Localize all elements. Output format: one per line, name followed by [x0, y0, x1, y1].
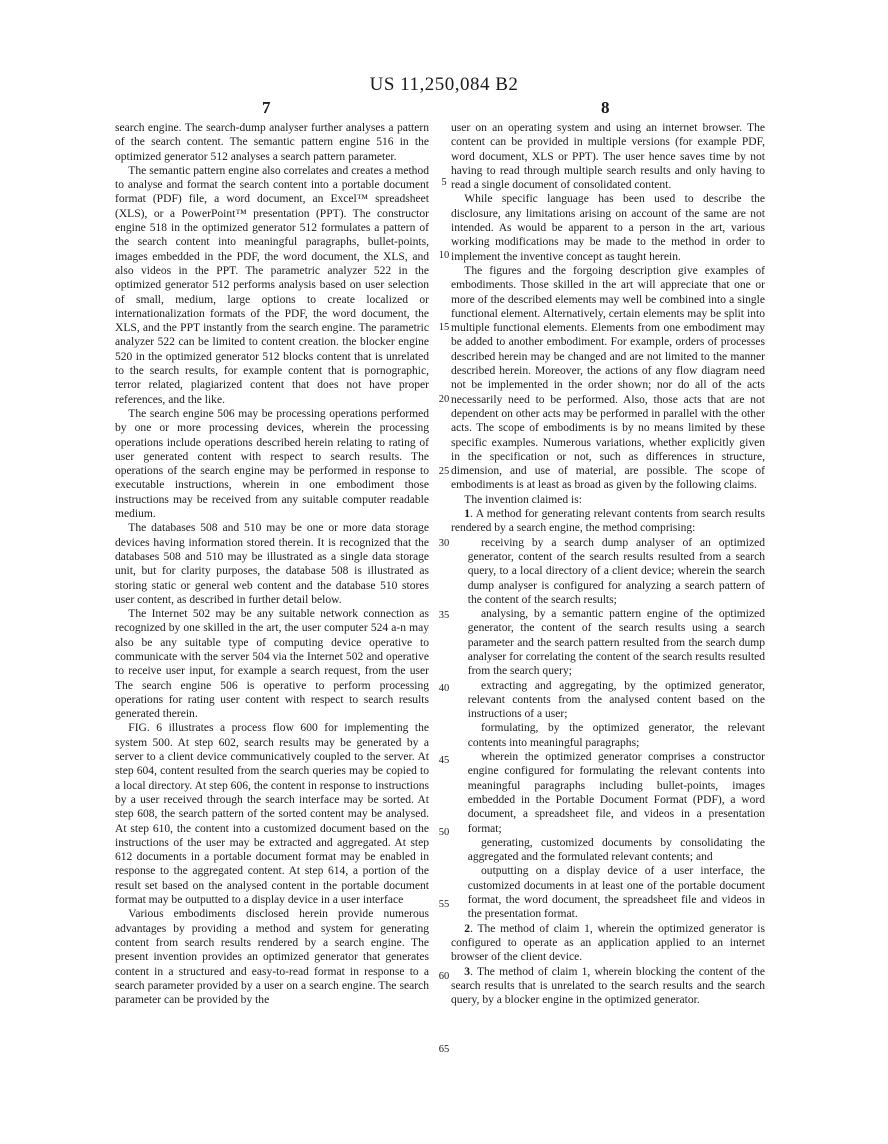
left-paragraph: search engine. The search-dump analyser further analyses a pattern of the search content. The semantic pattern engine 516 in the optimized generator 512 analyses a search pattern parameter.	[115, 122, 429, 163]
left-paragraph: The Internet 502 may be any suitable network connection as recognized by one skilled in the art, the user computer 524 a-n may also be any suitable type of computing device operative to communicate with the server 504 via the Internet 502 and operative to receive user input, for example a search request, from the user The search engine 506 is operative to perform processing operations for rating user content with respect to search results generated therein.	[115, 608, 429, 721]
right-paragraph: While specific language has been used to describe the disclosure, any limitations arising on account of the same are not intended. As would be apparent to a person in the art, various working modifications may be made to the method in order to implement the inventive concept as taught herein.	[451, 193, 765, 263]
left-column	[115, 121, 429, 1007]
left-paragraph: The databases 508 and 510 may be one or more data storage devices having information stored therein. It is recognized that the databases 508 and 510 may be illustrated as a single data storage unit, but for clarity purposes, the database 508 is illustrated as storing static or general web content and the database 510 stores user content, as described in further detail below.	[115, 522, 429, 606]
left-paragraph: Various embodiments disclosed herein provide numerous advantages by providing a method and system for generating content from search results rendered by a search engine. The present invention provides an optimized generator that generates content in a structured and easy-to-read format in response to a search parameter provided by a user on a search engine. The search parameter can be provided by the	[115, 908, 429, 1007]
claim-step: analysing, by a semantic pattern engine of the optimized generator, the content of the search results using a search parameter and the search pattern resulted from the search dump analyser for correlating the content of the search results resulted from the search query;	[467, 608, 765, 678]
line-number: 40	[438, 683, 450, 694]
claim-text: . The method of claim 1, wherein the optimized generator is configured to operate as an application applied to an internet browser of the client device.	[451, 922, 765, 964]
claim-2	[451, 922, 765, 965]
right-paragraph: user on an operating system and using an internet browser. The content can be provided in multiple versions (for example PDF, word document, XLS or PPT). The user hence saves time by not having to read through multiple search results and only having to read a single document of consolidated content.	[451, 122, 765, 192]
claim-number: 1	[464, 508, 471, 521]
patent-number: US 11,250,084 B2	[369, 74, 519, 95]
line-number: 20	[438, 394, 450, 405]
line-number: 25	[438, 466, 450, 477]
claim-text: . The method of claim 1, wherein blocking the content of the search results that is unrelated to the search results and the search query, by a blocker engine in the optimized generator.	[451, 965, 765, 1007]
line-number: 55	[438, 899, 450, 910]
claim-1-head	[451, 507, 765, 536]
line-number: 50	[438, 827, 450, 838]
claim-step: extracting and aggregating, by the optimized generator, relevant contents from the analysed content based on the instructions of a user;	[467, 679, 765, 721]
claim-step: outputting on a display device of a user interface, the customized documents in at least one of the portable document format, the word document, the spreadsheet file and videos in the presentation format.	[467, 865, 765, 921]
right-paragraph: The figures and the forgoing description give examples of embodiments. Those skilled in the art will appreciate that one or more of the described elements may well be combined into a single functional element. Alternatively, certain elements may be split into multiple functional elements. Elements from one embodiment may be added to another embodiment. For example, orders of processes described herein may be changed and are not limited to the manner described herein. Moreover, the actions of any flow diagram need not be implemented in the order shown; nor do all of the acts necessarily need to be performed. Also, those acts that are not dependent on other acts may be performed in parallel with the other acts. The scope of embodiments is by no means limited by these specific examples. Numerous variations, whether explicitly given in the specification or not, such as differences in structure, dimension, and use of material, are possible. The scope of embodiments is at least as broad as given by the following claims.	[451, 264, 765, 492]
claim-number: 2	[464, 922, 471, 935]
claims-intro: The invention claimed is:	[464, 493, 582, 506]
line-number: 45	[438, 755, 450, 766]
left-column-number: 7	[262, 98, 271, 117]
right-column-number: 8	[601, 98, 610, 117]
line-number: 35	[438, 610, 450, 621]
line-number: 15	[438, 322, 450, 333]
claim-text: . A method for generating relevant contents from search results rendered by a search engine, the method comprising:	[451, 508, 765, 535]
claim-step: wherein the optimized generator comprises a constructor engine configured for formulating the relevant contents into meaningful paragraphs including bullet-points, images embedded in the Portable Document Format (PDF), a word document, a spreadsheet file, and videos in a presentation format;	[467, 751, 765, 835]
line-number: 5	[441, 177, 447, 188]
claim-number: 3	[464, 965, 471, 978]
claim-3	[451, 965, 765, 1008]
left-paragraph: FIG. 6 illustrates a process flow 600 for implementing the system 500. At step 602, search results may be generated by a server to a client device communicatively coupled to the server. At step 604, content resulted from the search queries may be copied to a local directory. At step 606, the content in response to instructions by a user received through the search interface may be sorted. At step 608, the search pattern of the sorted content may be analysed. At step 610, the content into a customized document based on the instructions of the user may be extracted and aggregated. At step 612 documents in a portable document format may be enabled in response to the aggregated content. At step 614, a portion of the result set based on the analysed content in the portable document format may be outputted to a display device in a user interface	[115, 722, 429, 907]
claim-step: receiving by a search dump analyser of an optimized generator, content of the search results resulted from a search query, to a local directory of a client device; wherein the search dump analyser is configured for analyzing a search pattern of the content of the search results;	[467, 536, 765, 606]
claim-step: generating, customized documents by consolidating the aggregated and the formulated relevant contents; and	[467, 836, 765, 864]
left-paragraph: The semantic pattern engine also correlates and creates a method to analyse and format the search content into a portable document format (PDF) file, a word document, an Excel™ spreadsheet (XLS), or a PowerPoint™ presentation (PPT). The constructor engine 518 in the optimized generator 512 formulates a pattern of the search content into meaningful paragraphs, bullet-points, images embedded in the PDF, the word document, the XLS, and also videos in the PPT. The parametric analyzer 522 in the optimized generator 512 performs analysis based on user selection of small, medium, large options to create localized or internationalization formats of the PDF, the word document, the XLS, and the PPT instantly from the search engine. The parametric analyzer 522 can be limited to content creation. the blocker engine 520 in the optimized generator 512 blocks content that is unrelated to the search results, for example content that is pornographic, terror related, plagiarized content that does not have proper references, and the like.	[115, 164, 429, 406]
line-number: 30	[438, 538, 450, 549]
line-number: 65	[438, 1044, 450, 1055]
left-paragraph: The search engine 506 may be processing operations performed by one or more processing devices, wherein the processing operations include operations described herein relating to rating of user generated content with respect to search results. The operations of the search engine may be performed in response to executable instructions, wherein in one embodiment those instructions may be received from any suitable computer readable medium.	[115, 407, 429, 521]
claim-step: formulating, by the optimized generator, the relevant contents into meaningful paragraphs;	[467, 722, 765, 749]
right-column	[451, 121, 765, 1007]
line-number: 10	[438, 250, 450, 261]
line-number: 60	[438, 971, 450, 982]
